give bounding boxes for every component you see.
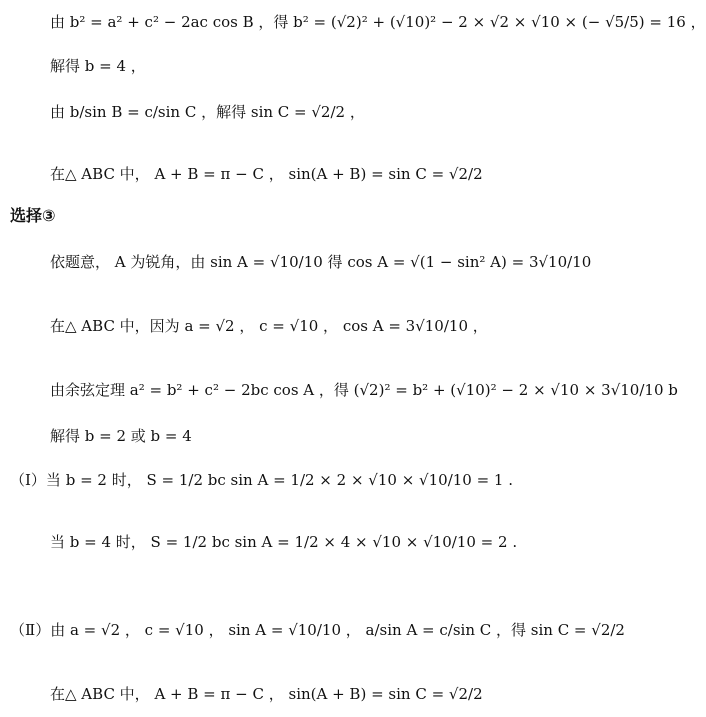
line-4-text: 在△ ABC 中， A + B = π − C ， sin(A + B) = sin C = √2/2 — [50, 165, 483, 183]
line-8-text: 解得 b = 2 或 b = 4 — [50, 427, 192, 445]
line-3-text: 由 b/sin B = c/sin C ，解得 sin C = √2/2 ， — [50, 103, 365, 121]
equation-line-11 — [10, 620, 625, 640]
equation-line-3 — [50, 102, 365, 122]
equation-line-12 — [50, 684, 483, 704]
equation-line-9 — [10, 470, 513, 490]
section-heading — [10, 206, 56, 226]
equation-line-8 — [50, 426, 192, 446]
equation-line-2 — [50, 56, 146, 76]
equation-line-6 — [50, 316, 488, 336]
line-1-text: 由 b² = a² + c² − 2ac cos B ，得 b² = (√2)² + (√10)² − 2 × √2 × √10 × (− √5/5) = 16 ， — [50, 13, 706, 31]
line-7-text: 由余弦定理 a² = b² + c² − 2bc cos A ，得 (√2)² = b² + (√10)² − 2 × √10 × 3√10/10 b — [50, 381, 678, 399]
line-9-text: （Ⅰ）当 b = 2 时， S = 1/2 bc sin A = 1/2 × 2 × √10 × √10/10 = 1 . — [10, 471, 514, 489]
line-10-text: 当 b = 4 时， S = 1/2 bc sin A = 1/2 × 4 × √10 × √10/10 = 2 . — [50, 533, 518, 551]
line-12-text: 在△ ABC 中， A + B = π − C ， sin(A + B) = sin C = √2/2 — [50, 685, 483, 703]
equation-line-4 — [50, 164, 483, 184]
equation-line-7 — [50, 380, 678, 400]
line-5-text: 依题意， A 为锐角，由 sin A = √10/10 得 cos A = √(1 − sin² A) = 3√10/10 — [50, 253, 592, 271]
line-11-text: （Ⅱ）由 a = √2 ， c = √10 ， sin A = √10/10 ， a/sin A = c/sin C ，得 sin C = √2/2 — [10, 621, 625, 639]
equation-line-10 — [50, 532, 517, 552]
equation-line-1 — [50, 12, 706, 32]
equation-line-5 — [50, 252, 591, 272]
line-2-text: 解得 b = 4 ， — [50, 57, 146, 75]
heading-text: 选择③ — [10, 206, 56, 225]
line-6-text: 在△ ABC 中，因为 a = √2 ， c = √10 ， cos A = 3√10/10 ， — [50, 317, 488, 335]
